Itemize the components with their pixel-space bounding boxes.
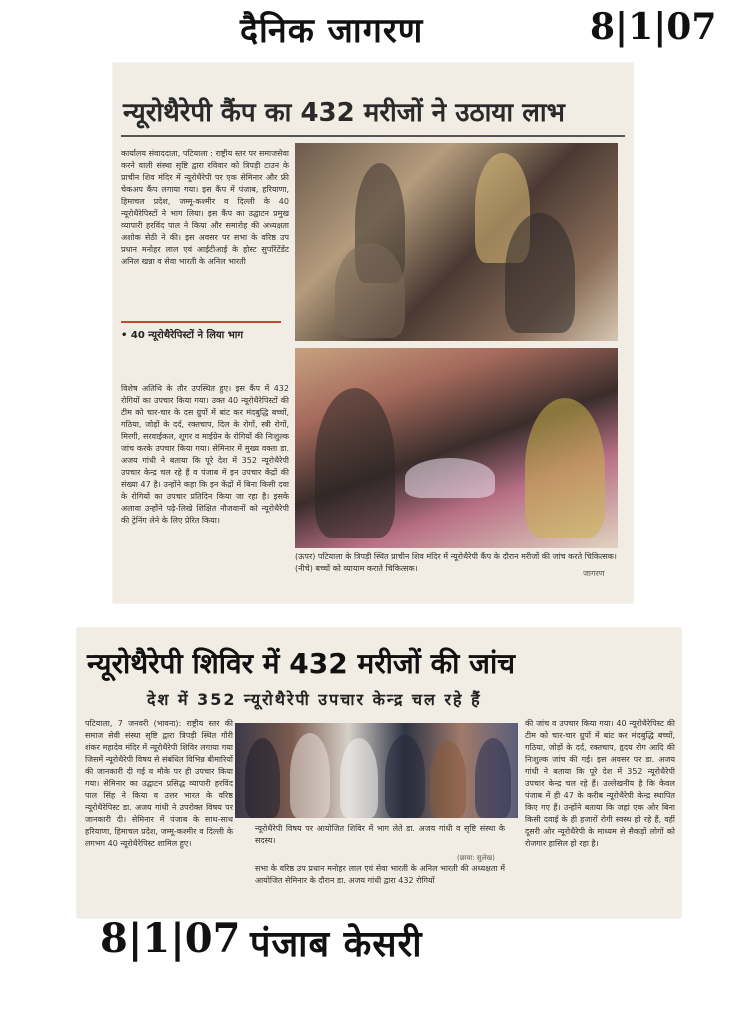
group-photo	[235, 723, 518, 818]
clipping1-sidebar-highlight: • 40 न्यूरोथैरेपिस्टों ने लिया भाग	[121, 330, 243, 341]
handwritten-date-top: 8|1|07	[590, 6, 717, 48]
clipping2-photo-credit: (छाया: सुलेख)	[457, 854, 495, 862]
clipping1-credit: जागरण	[583, 569, 605, 578]
clipping2-headline: न्यूरोथैरेपी शिविर में 432 मरीजों की जांच	[87, 647, 515, 680]
handwritten-date-bottom: 8|1|07	[100, 915, 241, 962]
handwritten-newspaper-name-top: दैनिक जागरण	[240, 11, 424, 51]
newspaper-clipping-punjab-kesari	[77, 628, 681, 918]
clipping1-headline: न्यूरोथैरेपी कैंप का 432 मरीजों ने उठाया लाभ	[123, 98, 565, 128]
sidebar-accent-line	[121, 321, 281, 323]
clipping2-column-3: की जांच व उपचार किया गया। 40 न्यूरोथैरेपिस्ट की टीम को चार-चार ग्रुपों में बांट कर मंदबुद्धि बच्चों, गठिया, जोड़ों के दर्द, रक्तचाप, हृदय रोग आदि की निःशुल्क जांच की गई। इस अवसर पर डा. अजय गांधी ने बताया कि पूरे देश में 352 न्यूरोथैरेपी उपचार केन्द्र चल रहे हैं। उल्लेखनीय है कि केवल पंजाब में ही 47 के करीब न्यूरोथैरेपी केन्द्र स्थापित किए गए हैं। उन्होंने बताया कि जहां एक ओर बिना किसी दवाई के ही हजारों रोगी स्वस्थ हो रहे हैं, वहीं दूसरी ओर न्यूरोथैरेपी के माध्यम से सैकड़ों लोगों को रोजगार हासिल हो रहा है।	[525, 719, 675, 848]
clipping2-photo-caption: न्यूरोथैरेपी विषय पर आयोजित शिविर में भाग लेते डा. अजय गांधी व सृष्टि संस्था के सदस्य।	[255, 824, 505, 845]
clipping1-photo-caption: (ऊपर) पटियाला के त्रिपड़ी स्थित प्राचीन शिव मंदिर में न्यूरोथैरेपी कैंप के दौरान मरीजों की जांच करते चिकित्सक। (नीचे) बच्चों को व्यायाम कराते चिकित्सक।	[295, 552, 617, 573]
children-exercise-photo	[295, 348, 618, 548]
clipping2-column-2: सभा के वरिष्ठ उप प्रधान मनोहर लाल एवं सेवा भारती के अनिल भारती की अध्यक्षता में आयोजित सेमिनार के दौरान डा. अजय गांधी द्वारा 432 रोगियों	[255, 864, 505, 885]
camp-checkup-photo	[295, 143, 618, 341]
clipping2-column-1: पटियाला, 7 जनवरी (भावना): राष्ट्रीय स्तर की समाज सेवी संस्था सृष्टि द्वारा त्रिपड़ी स्थित गौरी शंकर महादेव मंदिर में न्यूरोथैरेपी शिविर लगाया गया जिसमें न्यूरोथैरेपी विषय से संबंधित विभिन्न बीमारियों की जानकारी दी गई व मौके पर ही उपचार किया गया। सेमिनार का उद्घाटन प्रसिद्ध व्यापारी हरविंद पाल सिंह ने किया व उत्तर भारत के वरिष्ठ न्यूरोथैरेपिस्ट डा. अजय गांधी ने उपरोक्त विषय पर जानकारी दी। सेमिनार में पंजाब के साथ-साथ हरियाणा, हिमाचल प्रदेश, जम्मू-कश्मीर व दिल्ली के लगभग 40 न्यूरोथैरेपिस्ट शामिल हुए।	[85, 719, 233, 848]
clipping1-paragraph-2: विशेष अतिथि के तौर उपस्थित हुए। इस कैंप में 432 रोगियों का उपचार किया गया। उक्त 40 न्यूरोथैरेपिस्टों की टीम को चार-चार के दस ग्रुपों में बांट कर मंदबुद्धि बच्चों, गठिया, जोड़ों के दर्द, रक्तचाप, दिल के रोगों, स्त्री रोगों, मिरगी, सरवाईकल, शूगर व माईग्रेन के रोगियों की निःशुल्क जांच करके उपचार किया गया। सेमिनार में मुख्य वक्ता डा. अजय गांधी ने बताया कि पूरे देश में 352 न्यूरोथैरेपी उपचार केन्द्र चल रहे हैं व पंजाब में इन उपचार केंद्रों की संख्या 47 है। उन्होंने कहा कि इन केंद्रों में बिना किसी दवा के रोगियों का उपचार प्रतिदिन किया जा रहा है। इसके अलावा उन्होंने पढ़े-लिखे शिक्षित नौजवानों को न्यूरोथैरेपी की ट्रेनिंग लेने के लिए प्रेरित किया।	[121, 384, 289, 525]
headline-rule	[121, 135, 625, 137]
clipping1-paragraph-1: कार्यालय संवाददाता, पटियाला : राष्ट्रीय स्तर पर समाजसेवा करने वाली संस्था सृष्टि द्वारा रविवार को त्रिपड़ी टाउन के प्राचीन शिव मंदिर में न्यूरोथैरेपी पर एक सेमिनार और फ्री चेकअप कैंप लगाया गया। इस कैंप में पंजाब, हरियाणा, हिमाचल प्रदेश, जम्मू-कश्मीर व दिल्ली के 40 न्यूरोथैरेपिस्टों ने भाग लिया। इस कैंप का उद्घाटन प्रमुख व्यापारी हरविंद पाल ने किया और समारोह की अध्यक्षता अशोक सेठी ने की। इस अवसर पर सभा के वरिष्ठ उप प्रधान मनोहर लाल एवं आईटीआई के होस्ट सुपरिंटेंडेंट अनिल खन्ना व सेवा भारती के अनिल भारती	[121, 149, 289, 266]
clipping2-subheadline: देश में 352 न्यूरोथैरेपी उपचार केन्द्र चल रहे हैं	[147, 690, 482, 709]
handwritten-newspaper-name-bottom: पंजाब केसरी	[250, 923, 423, 965]
newspaper-clipping-jagran	[113, 63, 633, 603]
